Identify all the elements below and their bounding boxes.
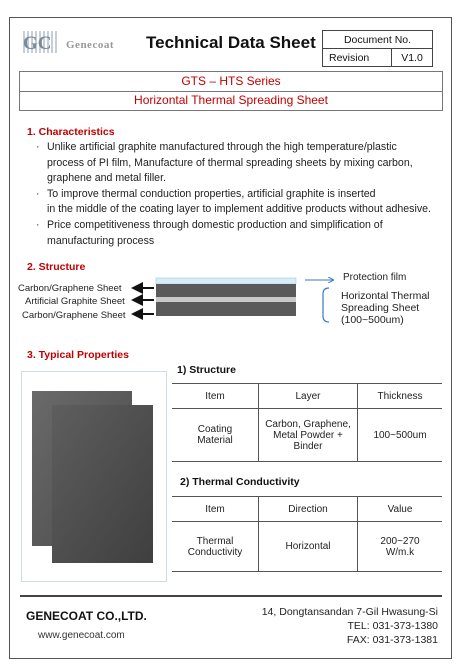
cell-line: Coating [197, 424, 233, 435]
thermal-conductivity-table [172, 496, 442, 572]
artificial-graphite-layer [156, 297, 296, 302]
typical-properties-heading: 3. Typical Properties [27, 349, 129, 361]
table-cell-layer [259, 409, 358, 462]
carbon-graphene-layer-top [156, 284, 296, 297]
table-row [172, 522, 442, 572]
revision-label: Revision [323, 49, 392, 67]
table-cell-thickness: 100~500um [358, 409, 443, 462]
company-address: 14, Dongtansandan 7-Gil Hwasung-Si [261, 606, 438, 618]
characteristic-item [36, 187, 448, 218]
table-header: Item [172, 497, 259, 522]
table-header-row [172, 384, 442, 409]
company-fax: FAX: 031-373-1381 [346, 634, 438, 646]
characteristic-line: graphene and metal filler. [47, 172, 166, 185]
cell-line: Binder [293, 440, 323, 452]
characteristic-line: Price competitiveness through domestic production and simplification of [47, 218, 383, 231]
protection-film-label: Protection film [343, 272, 407, 283]
characteristics-heading: 1. Characteristics [27, 126, 115, 138]
company-name: GENECOAT CO.,LTD. [26, 609, 147, 623]
sheet-spec-label [341, 290, 430, 326]
sheet-spec-line: Spreading Sheet [341, 302, 420, 314]
bullet-mark: · [36, 218, 40, 231]
characteristic-line: in the middle of the coating layer to implement additive products without adhesive. [47, 203, 431, 216]
genecoat-logo-icon [20, 28, 68, 56]
table-header: Layer [259, 384, 358, 409]
characteristic-line: To improve thermal conduction properties, artificial graphite is inserted [47, 187, 376, 200]
characteristics-list [36, 140, 448, 249]
structure-table [172, 383, 442, 462]
table-cell-value [358, 522, 443, 572]
structure-table-heading: 1) Structure [177, 364, 236, 376]
bullet-mark: · [36, 187, 40, 200]
structure-heading: 2. Structure [27, 261, 86, 273]
sheet-spec-line: Horizontal Thermal [341, 290, 430, 302]
table-header: Thickness [358, 384, 443, 409]
revision-value: V1.0 [392, 49, 433, 67]
svg-text:GC: GC [23, 33, 52, 54]
cell-line: 200~270 [380, 535, 420, 547]
company-website[interactable] [38, 630, 125, 641]
table-cell-item [172, 522, 259, 572]
brand-name: Genecoat [66, 39, 114, 51]
series-subtitle: Horizontal Thermal Spreading Sheet [134, 93, 328, 107]
bullet-mark: · [36, 141, 40, 153]
website-link[interactable]: www.genecoat.com [38, 630, 125, 641]
cell-line: Metal Powder + [273, 429, 343, 441]
sheet-bracket [323, 288, 329, 322]
cell-line: Material [197, 435, 233, 446]
characteristic-item [36, 140, 448, 187]
table-row [172, 409, 442, 462]
document-no-label: Document No. [323, 31, 433, 49]
layer-label-middle: Artificial Graphite Sheet [25, 296, 125, 307]
layer-label-top: Carbon/Graphene Sheet [18, 283, 122, 294]
cell-line: Carbon, Graphene, [265, 418, 351, 430]
series-box [19, 71, 443, 111]
company-tel: TEL: 031-373-1380 [347, 620, 438, 632]
table-header: Value [358, 497, 443, 522]
carbon-graphene-layer-bottom [156, 302, 296, 316]
sheet-sample-image [22, 372, 166, 581]
sheet-spec-line: (100~500um) [341, 314, 404, 326]
product-image-frame [21, 371, 167, 582]
layer-label-bottom: Carbon/Graphene Sheet [22, 310, 126, 321]
structure-diagram [125, 270, 345, 330]
document-title: Technical Data Sheet [146, 33, 316, 52]
table-header: Item [172, 384, 259, 409]
characteristic-item [36, 218, 448, 249]
document-meta-table [322, 30, 433, 67]
table-cell-item [172, 409, 259, 462]
table-header: Direction [259, 497, 358, 522]
series-name: GTS – HTS Series [20, 72, 442, 92]
company-contact [262, 605, 438, 647]
thermal-table-heading: 2) Thermal Conductivity [180, 476, 300, 488]
characteristic-line: manufacturing process [47, 234, 155, 247]
characteristic-line: process of PI film, Manufacture of thermal spreading sheets by mixing carbon, [47, 156, 413, 169]
footer-divider [20, 595, 442, 597]
cell-line: Thermal [196, 535, 234, 547]
front-sheet-sample [52, 405, 153, 563]
characteristic-line: Unlike artificial graphite manufactured through the high temperature/plastic [47, 141, 397, 153]
protection-film-layer [156, 278, 296, 284]
cell-line: W/m.k [385, 546, 415, 558]
cell-line: Conductivity [187, 546, 243, 558]
table-header-row [172, 497, 442, 522]
table-cell-direction: Horizontal [259, 522, 358, 572]
